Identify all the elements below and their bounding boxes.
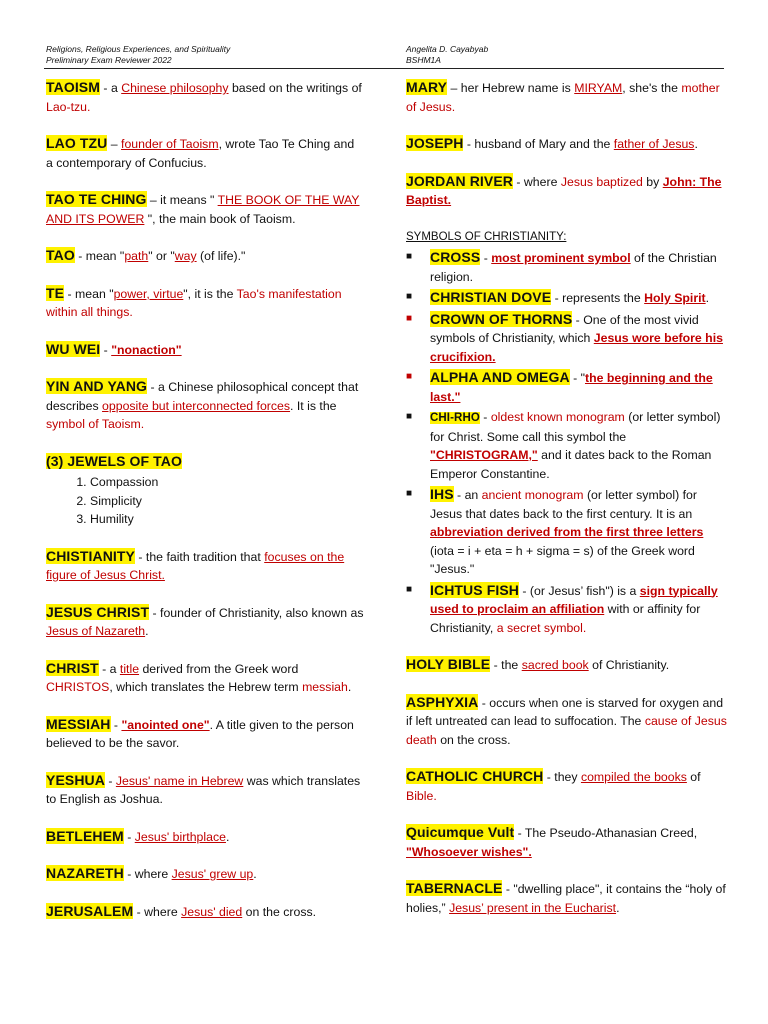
key-phrase: messiah [302,680,348,694]
entry-christianity [46,547,364,585]
entry-holy-bible [406,655,730,675]
text: . [694,137,698,151]
exam-title: Preliminary Exam Reviewer 2022 [46,55,172,65]
entry-lao-tzu [46,134,364,172]
bullet-square-icon: ■ [406,583,413,595]
text: ", it is the [183,286,237,301]
text: . [616,900,620,915]
entry-yeshua [46,771,364,809]
text: , she's the [622,81,682,95]
key-phrase: ancient monogram [481,488,584,502]
key-phrase: "CHRISTOGRAM," [430,448,538,462]
term: MARY [406,79,448,95]
entry-jesus-christ [46,603,364,641]
text: . [145,624,149,638]
list-item [406,248,730,286]
key-phrase: the beginning and the last." [430,371,713,404]
entry-mary [406,78,730,116]
text: (or letter symbol) for Jesus that dates back to the first century. It is an [430,488,697,521]
key-phrase: Lao-tzu. [46,99,91,114]
text: was which translates to English as Joshua. [46,773,361,806]
bullet-square-icon: ■ [406,411,413,422]
text: - [110,717,122,732]
term: TE [46,284,65,301]
text: - [100,342,112,357]
text: - a Chinese philosophical concept that describes [46,380,359,413]
term: IHS [430,486,454,502]
entry-christ [46,659,364,697]
term: CROWN OF THORNS [430,310,573,327]
text: . [225,829,230,844]
term: TAO TE CHING [46,191,147,207]
list-item [406,485,730,579]
text: " or " [148,249,175,263]
text: (or letter symbol) for Christ. Some call this symbol the [430,410,721,444]
list-item [406,368,730,406]
text: of the Christian religion. [430,251,717,284]
key-phrase: symbol of Taoism. [46,417,145,431]
term: TAO [46,247,75,263]
course-title: Religions, Religious Experiences, and Spirituality [46,44,231,54]
term: (3) JEWELS OF TAO [46,452,182,469]
list-item [406,581,730,638]
text: - the faith tradition that [135,549,265,564]
key-phrase: compiled the books [580,770,687,784]
text: - [479,410,491,424]
key-phrase: title [119,661,140,676]
text: - husband of Mary and the [463,137,614,151]
text: . [253,867,257,881]
term: LAO TZU [46,135,108,151]
text: . A title given to the person believed to be the savor. [46,717,354,750]
term: JORDAN RIVER [406,172,513,189]
symbols-list [406,248,730,637]
author-name: Angelita D. Cayabyab [406,44,489,54]
entry-tao-te-ching [46,190,364,228]
text: . It is the [290,398,337,413]
text: - [480,251,492,265]
text: - where [133,904,182,919]
key-phrase: path [124,249,149,263]
key-phrase: father of Jesus [613,137,695,151]
term: TABERNACLE [406,880,503,896]
key-phrase: Jesus' grew up [171,867,254,881]
section-name: BSHM1A [406,55,441,65]
text: based on the writings of [228,81,362,95]
text: of [686,770,701,784]
list-item [406,310,730,367]
entry-messiah [46,715,364,753]
list-item [406,408,730,483]
text: on the cross. [436,732,511,747]
entry-joseph [406,134,730,154]
term: CHRISTIAN DOVE [430,289,552,305]
key-phrase: way [174,249,197,263]
key-phrase: cause of Jesus death [406,714,727,747]
text: derived from the Greek word [139,661,299,676]
text: of Christianity. [588,658,670,672]
key-phrase: Jesus baptized [560,174,643,189]
key-phrase: Tao's manifestation within all things. [46,286,342,319]
text: – it means " [146,193,218,207]
list-item: 3. Humility [90,510,364,529]
key-phrase: mother of Jesus. [406,81,720,114]
text: and it dates back to the Roman Emperor Constantine. [430,448,712,481]
term: CROSS [430,249,481,265]
term: ALPHA AND OMEGA [430,369,570,385]
text: - [104,773,116,788]
bullet-square-icon: ■ [406,251,413,262]
term: BETLEHEM [46,827,124,844]
list-item: 1. Compassion [90,473,364,492]
entry-jerusalem [46,902,364,922]
key-phrase: oldest known monogram [490,410,625,424]
text: - One of the most vivid symbols of Christianity, which [430,312,699,345]
text: - a [100,81,122,95]
text: , which translates the Hebrew term [109,680,303,694]
entry-asphyxia [406,693,730,750]
text: . [347,680,352,694]
key-phrase: CHRISTOS [46,680,110,694]
key-phrase: sacred book [521,658,589,672]
key-phrase: Jesus' died [181,904,243,919]
symbols-heading: SYMBOLS OF CHRISTIANITY: [406,230,567,243]
term: JERUSALEM [46,902,134,919]
header-left [46,44,230,66]
text: - occurs when one is starved for oxygen and if left untreated can lead to suffocation. The [406,695,724,728]
bullet-square-icon: ■ [406,312,413,324]
text: - " [569,371,585,385]
list-item: 2. Simplicity [90,492,364,511]
key-phrase: most prominent symbol [491,251,631,265]
entry-nazareth [46,864,364,884]
list-item [406,288,730,308]
term: WU WEI [46,340,101,357]
text: (of life)." [196,249,246,263]
key-phrase: opposite but interconnected forces [102,398,291,413]
key-phrase: sign typically used to proclaim an affiliation [430,583,718,616]
bullet-square-icon: ■ [406,488,413,499]
header-divider [44,68,724,69]
text: . [705,291,710,305]
entry-taoism [46,78,364,116]
term: YIN AND YANG [46,378,148,394]
term: HOLY BIBLE [406,656,491,672]
key-phrase: THE BOOK OF THE WAY AND ITS POWER [46,193,360,226]
term: Quicumque Vult [406,824,515,840]
text: - "dwelling place", it contains the “holy of holies,” [406,882,726,915]
term: CHRIST [46,659,99,676]
text: (iota = i + eta = h + sigma = s) of the Greek word "Jesus." [430,543,695,576]
text: - an [453,488,482,502]
text: - the [490,658,522,672]
term: NAZARETH [46,865,124,881]
text: - [123,829,135,844]
term: MESSIAH [46,715,111,732]
entry-jordan-river [406,172,730,210]
text: - represents the [551,291,645,305]
header-right [406,44,488,66]
key-phrase: John: The Baptist. [406,174,722,207]
key-phrase: Jesus' birthplace [134,829,226,844]
text: - founder of Christianity, also known as [149,605,364,620]
key-phrase: Jesus' name in Hebrew [115,773,244,788]
entry-tao [46,246,364,266]
key-phrase: "anointed one" [121,717,210,732]
term: CHISTIANITY [46,547,135,564]
entry-wu-wei [46,340,364,360]
text: with or affinity for Christianity, [430,602,701,635]
key-phrase: abbreviation derived from the first three letters [430,525,704,539]
entry-yin-and-yang [46,377,364,434]
key-phrase: focuses on the figure of Jesus Christ. [46,549,345,582]
text: - mean " [74,249,125,263]
key-phrase: founder of Taoism [121,137,219,151]
term: JESUS CHRIST [46,603,150,620]
key-phrase: "Whosoever wishes". [406,844,532,859]
text: ", the main book of Taoism. [144,211,296,226]
entry-quicumque-vult [406,823,730,861]
key-phrase: Chinese philosophy [121,81,229,95]
bullet-square-icon: ■ [406,291,413,302]
entry-betlehem [46,827,364,847]
jewels-list [46,473,364,529]
term: CHI-RHO [430,412,480,424]
entry-tabernacle [406,879,730,917]
text: - a [98,661,120,676]
term: JOSEPH [406,135,464,151]
text: – [107,137,122,151]
text: , wrote Tao Te Ching and a contemporary of Confucius. [46,137,355,170]
term: YESHUA [46,771,105,788]
key-phrase: Jesus of Nazareth [46,624,146,638]
text: by [642,174,663,189]
key-phrase: "nonaction" [111,342,182,357]
key-phrase: power, virtue [113,286,184,301]
term: ASPHYXIA [406,693,479,710]
key-phrase: Jesus wore before his crucifixion. [430,331,723,364]
left-column [46,78,364,939]
term: TAOISM [46,79,101,95]
entry-te [46,284,364,322]
key-phrase: a secret symbol. [496,620,587,635]
term: CATHOLIC CHURCH [406,768,544,784]
text: - where [123,867,172,881]
key-phrase: Holy Spirit [644,291,706,305]
bullet-square-icon: ■ [406,371,413,382]
text: – her Hebrew name is [447,81,575,95]
text: - (or Jesus’ fish") is a [519,583,640,598]
right-column [406,78,730,935]
term: ICHTUS FISH [430,581,519,598]
key-phrase: MIRYAM [574,81,623,95]
key-phrase: Jesus’ present in the Eucharist [449,900,617,915]
entry-catholic-church [406,767,730,805]
text: - where [513,174,561,189]
entry-jewels-of-tao [46,452,364,529]
text: - The Pseudo-Athanasian Creed, [514,826,698,840]
text: - mean " [64,286,114,301]
text: - they [543,770,581,784]
text: on the cross. [242,904,317,919]
key-phrase: Bible. [406,788,437,803]
